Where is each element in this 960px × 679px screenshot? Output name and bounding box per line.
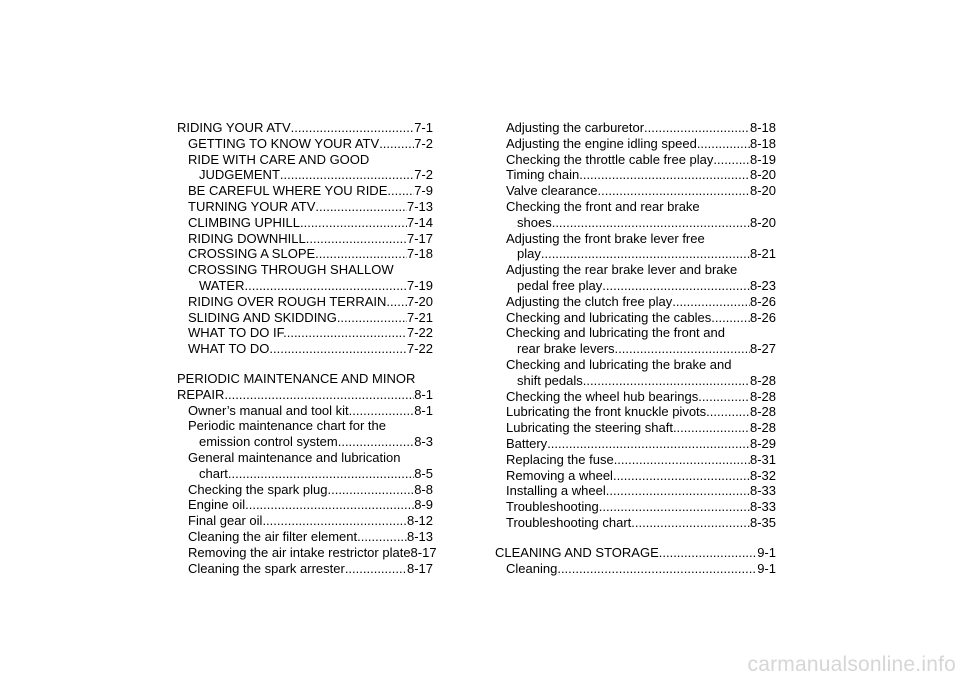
toc-entry[interactable] [177, 418, 433, 450]
toc-page-number: 8-29 [749, 435, 776, 451]
dot-leader [672, 294, 750, 310]
toc-entry-title: Adjusting the clutch free play [506, 293, 673, 309]
dot-leader [557, 561, 757, 577]
toc-page-number: 8-9 [414, 497, 433, 513]
toc-page-number: 7-22 [406, 341, 433, 357]
toc-entry-title: Lubricating the steering shaft [506, 420, 673, 436]
toc-entry-title: Timing chain [506, 167, 580, 183]
toc-entry[interactable] [177, 513, 433, 529]
toc-entry[interactable] [177, 325, 433, 341]
toc-page-number: 8-28 [749, 420, 776, 436]
watermark: carmanualsonline.info [747, 653, 956, 676]
toc-entry-title: TURNING YOUR ATV [188, 198, 316, 214]
dot-leader [386, 294, 407, 310]
toc-entry-title: RIDE WITH CARE AND GOOD [188, 151, 370, 167]
toc-entry[interactable] [495, 152, 776, 168]
dot-leader [541, 246, 750, 262]
dot-leader [262, 513, 407, 529]
toc-entry-title: CLIMBING UPHILL [188, 214, 300, 230]
toc-page-number: 7-20 [406, 293, 433, 309]
toc-entry-title: JUDGEMENT [199, 167, 280, 183]
toc-entry[interactable] [495, 183, 776, 199]
toc-page-number: 8-27 [749, 341, 776, 357]
toc-entry-title: CLEANING AND STORAGE [495, 544, 659, 560]
toc-entry[interactable] [495, 120, 776, 136]
toc-entry-title: BE CAREFUL WHERE YOU RIDE [188, 183, 388, 199]
toc-entry-title: emission control system [199, 434, 338, 450]
dot-leader [644, 120, 750, 136]
toc-page-number: 8-28 [749, 404, 776, 420]
toc-page-number: 8-5 [414, 465, 433, 481]
toc-entry-title: PERIODIC MAINTENANCE AND MINOR [177, 370, 416, 386]
toc-page-number: 8-35 [749, 514, 776, 530]
toc-page-number: 8-19 [749, 151, 776, 167]
toc-entry[interactable] [495, 483, 776, 499]
toc-entry-title: WATER [199, 277, 245, 293]
toc-entry[interactable] [495, 310, 776, 326]
toc-entry-title: pedal free play [517, 277, 603, 293]
dot-leader [349, 403, 415, 419]
dot-leader [631, 515, 750, 531]
toc-page-number: 8-18 [749, 120, 776, 135]
toc-entry-title: Cleaning [506, 560, 558, 576]
toc-entry[interactable] [495, 452, 776, 468]
toc-entry-title: RIDING OVER ROUGH TERRAIN [188, 293, 387, 309]
toc-page-number: 8-13 [406, 528, 433, 544]
toc-page-number: 8-20 [749, 183, 776, 199]
toc-section-heading[interactable] [495, 545, 776, 561]
toc-entry-title: Replacing the fuse [506, 451, 614, 467]
toc-section-heading[interactable] [177, 120, 433, 136]
toc-entry[interactable] [495, 468, 776, 484]
toc-page-number: 8-1 [414, 402, 433, 418]
toc-entry-title: Checking the throttle cable free play [506, 151, 714, 167]
toc-page-number: 8-18 [749, 135, 776, 151]
toc-entry-title: CROSSING THROUGH SHALLOW [188, 262, 394, 278]
toc-entry-title: Valve clearance [506, 183, 598, 199]
toc-entry-title: WHAT TO DO... [188, 341, 281, 357]
toc-entry-title: chart [199, 465, 228, 481]
toc-left-column [177, 120, 437, 576]
toc-page-number: 8-23 [749, 277, 776, 293]
toc-page-number: 7-1 [414, 120, 433, 135]
dot-leader [713, 152, 750, 168]
toc-page-number: 8-20 [749, 167, 776, 183]
toc-right-column [495, 120, 776, 576]
dot-leader [291, 120, 415, 136]
toc-entry[interactable] [495, 499, 776, 515]
toc-page-number: 8-28 [749, 372, 776, 388]
toc-entry-title: RIDING YOUR ATV [177, 120, 291, 135]
toc-page-number: 7-22 [406, 325, 433, 341]
toc-entry[interactable] [177, 294, 433, 310]
toc-entry[interactable] [495, 136, 776, 152]
toc-entry-title: Troubleshooting chart [506, 514, 632, 530]
toc-page-number: 8-12 [406, 513, 433, 529]
dot-leader [315, 199, 407, 215]
toc-entry[interactable] [495, 357, 776, 389]
toc-entry[interactable] [177, 152, 433, 184]
toc-entry[interactable] [177, 497, 433, 513]
dot-leader [280, 167, 414, 183]
dot-leader [245, 497, 414, 513]
toc-entry[interactable] [177, 215, 433, 231]
toc-page-number: 8-17 [406, 560, 433, 576]
toc-entry[interactable] [177, 561, 433, 577]
toc-entry[interactable] [177, 450, 433, 482]
toc-entry-title: rear brake levers [517, 341, 615, 357]
toc-page-number: 9-1 [757, 544, 776, 560]
toc-entry-title: Troubleshooting [506, 499, 599, 515]
toc-entry-title: Cleaning the spark arrester [188, 560, 345, 576]
dot-leader [294, 325, 407, 341]
toc-entry[interactable] [495, 389, 776, 405]
toc-page-number: 7-21 [406, 309, 433, 325]
dot-leader [602, 278, 750, 294]
toc-entry[interactable] [495, 199, 776, 231]
toc-entry-title: General maintenance and lubrication [188, 449, 401, 465]
dot-leader [327, 482, 414, 498]
toc-entry-title: REPAIR [177, 386, 225, 402]
toc-entry[interactable] [177, 183, 433, 199]
toc-entry[interactable] [177, 262, 433, 294]
toc-entry[interactable] [177, 529, 433, 545]
toc-page-number: 8-32 [749, 467, 776, 483]
dot-leader [387, 183, 414, 199]
toc-entry-title: Adjusting the rear brake lever and brake [506, 262, 738, 278]
toc-entry[interactable] [495, 262, 776, 294]
section-gap [177, 357, 433, 371]
toc-entry[interactable] [495, 515, 776, 531]
toc-entry-title: CROSSING A SLOPE [188, 246, 316, 262]
toc-entry[interactable] [495, 420, 776, 436]
toc-entry-title: Adjusting the front brake lever free [506, 230, 705, 246]
toc-entry-title: SLIDING AND SKIDDING [188, 309, 337, 325]
toc-page-number: 8-3 [414, 434, 433, 450]
dot-leader [706, 404, 750, 420]
dot-leader [245, 278, 407, 294]
toc-page-number: 7-19 [406, 277, 433, 293]
toc-entry-title: Final gear oil [188, 513, 263, 529]
toc-entry[interactable] [177, 199, 433, 215]
toc-entry-title: shift pedals [517, 372, 583, 388]
toc-entry-title: Removing the air intake restrictor plate [188, 544, 411, 560]
dot-leader [659, 545, 757, 561]
dot-leader [345, 561, 407, 577]
dot-leader [697, 136, 750, 152]
toc-entry-title: Adjusting the engine idling speed [506, 135, 697, 151]
toc-entry-title: Battery [506, 435, 548, 451]
toc-page-number: 8-33 [749, 499, 776, 515]
toc-entry-title: Owner’s manual and tool kit [188, 402, 349, 418]
toc-page-number: 7-2 [414, 135, 433, 151]
dot-leader [228, 466, 414, 482]
toc-page-number: 7-14 [406, 214, 433, 230]
toc-page-number: 8-17 [410, 544, 437, 560]
toc-entry[interactable] [177, 231, 433, 247]
toc-page-number: 8-26 [749, 293, 776, 309]
toc-entry-title: Checking the spark plug [188, 481, 328, 497]
dot-leader [300, 215, 407, 231]
toc-entry-title: Removing a wheel [506, 467, 613, 483]
toc-page-number: 8-33 [749, 483, 776, 499]
toc-entry-title: Lubricating the front knuckle pivots [506, 404, 707, 420]
toc-entry-title: Checking the wheel hub bearings [506, 388, 699, 404]
toc-page-number: 8-8 [414, 481, 433, 497]
toc-entry[interactable] [177, 341, 433, 357]
toc-page-number: 7-18 [406, 246, 433, 262]
toc-page-number: 8-28 [749, 388, 776, 404]
toc-page-number: 7-17 [406, 230, 433, 246]
toc-page-number: 7-2 [414, 167, 433, 183]
dot-leader [280, 341, 407, 357]
toc-entry-title: Engine oil [188, 497, 246, 513]
toc-entry-title: GETTING TO KNOW YOUR ATV [188, 135, 380, 151]
dot-leader [614, 452, 750, 468]
toc-entry-title: Checking and lubricating the front and [506, 325, 725, 341]
dot-leader [224, 387, 414, 403]
dot-leader [315, 246, 407, 262]
toc-page-number: 7-13 [406, 198, 433, 214]
dot-leader [338, 434, 414, 450]
toc-entry-title: RIDING DOWNHILL [188, 230, 306, 246]
toc-page-number: 8-31 [749, 451, 776, 467]
toc-entry[interactable] [495, 325, 776, 357]
toc-entry[interactable] [177, 403, 433, 419]
toc-entry-title: play [517, 246, 541, 262]
toc-entry-title: shoes [517, 214, 552, 230]
toc-entry[interactable] [177, 136, 433, 152]
dot-leader [379, 136, 414, 152]
toc-page-number: 8-1 [414, 386, 433, 402]
dot-leader [598, 183, 750, 199]
toc-page-number: 8-21 [749, 246, 776, 262]
toc-entry[interactable] [495, 167, 776, 183]
toc-entry-title: Checking the front and rear brake [506, 198, 700, 214]
section-gap [495, 531, 776, 545]
toc-entry[interactable] [495, 231, 776, 263]
dot-leader [306, 231, 407, 247]
toc-entry[interactable] [495, 561, 776, 577]
dot-leader [698, 389, 750, 405]
dot-leader [552, 215, 750, 231]
toc-entry[interactable] [177, 246, 433, 262]
toc-entry-title: WHAT TO DO IF... [188, 325, 294, 341]
toc-entry-title: Periodic maintenance chart for the [188, 418, 386, 434]
dot-leader [615, 341, 750, 357]
toc-entry[interactable] [495, 294, 776, 310]
toc-page-number: 8-26 [749, 309, 776, 325]
toc-entry[interactable] [177, 544, 437, 561]
toc-entry[interactable] [495, 436, 776, 452]
toc-entry[interactable] [495, 404, 776, 420]
toc-page-number: 9-1 [757, 560, 776, 576]
toc-section-heading[interactable] [177, 371, 433, 403]
dot-leader [579, 167, 750, 183]
toc-entry-title: Adjusting the carburetor [506, 120, 645, 135]
toc-page-number: 7-9 [414, 183, 433, 199]
toc-page-number: 8-20 [749, 214, 776, 230]
dot-leader [613, 468, 750, 484]
toc-entry-title: Checking and lubricating the cables [506, 309, 712, 325]
dot-leader [547, 436, 750, 452]
toc-entry-title: Cleaning the air filter element [188, 528, 358, 544]
dot-leader [673, 420, 750, 436]
dot-leader [599, 499, 750, 515]
dot-leader [357, 529, 407, 545]
toc-entry[interactable] [177, 310, 433, 326]
toc-entry-title: Installing a wheel [506, 483, 606, 499]
dot-leader [337, 310, 407, 326]
dot-leader [711, 310, 750, 326]
dot-leader [583, 373, 750, 389]
toc-entry[interactable] [177, 482, 433, 498]
toc-entry-title: Checking and lubricating the brake and [506, 356, 732, 372]
dot-leader [606, 483, 750, 499]
